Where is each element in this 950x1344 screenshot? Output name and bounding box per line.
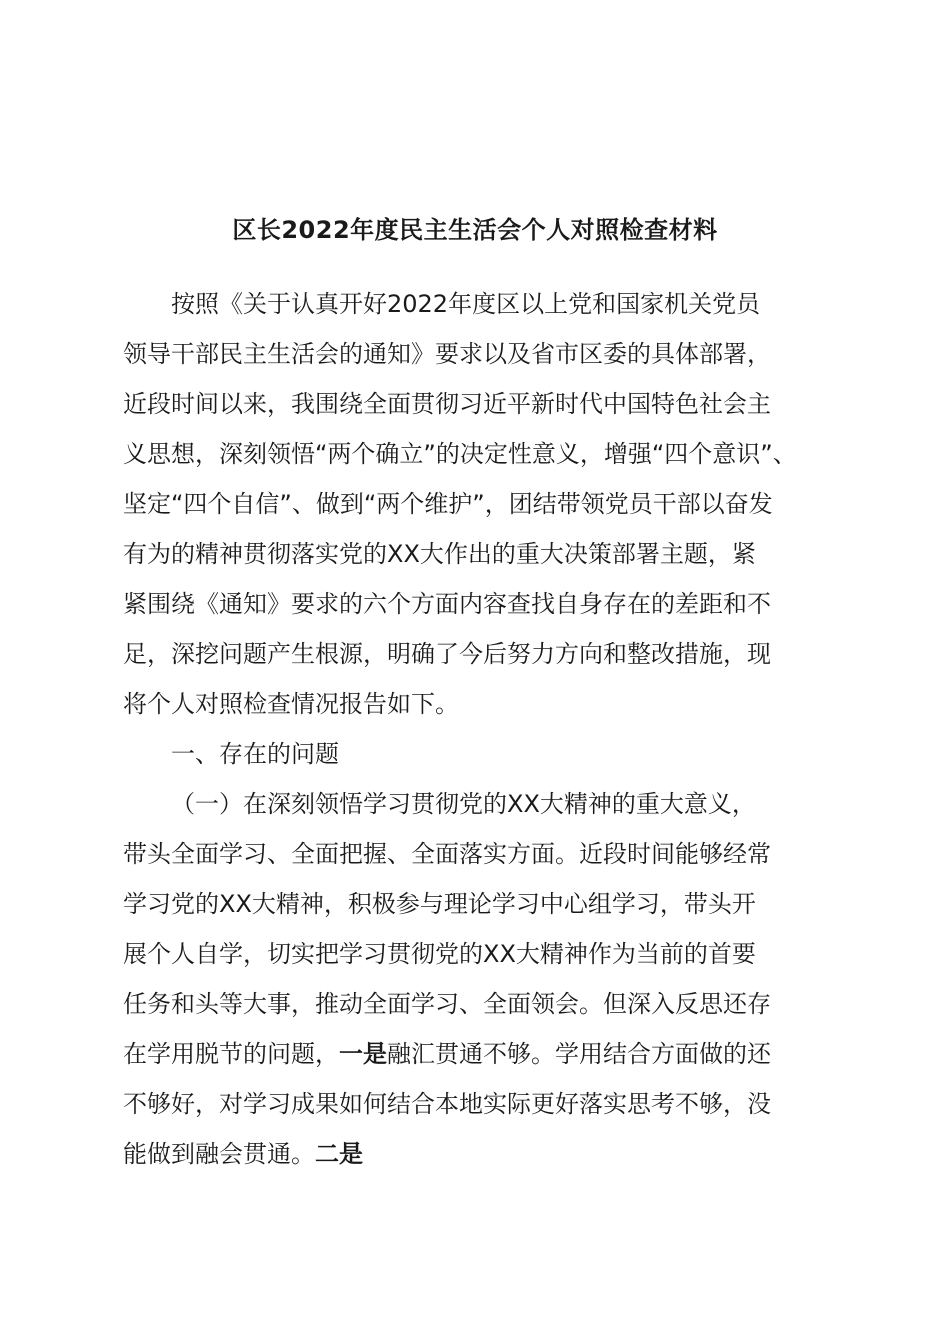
section-heading: 一、存在的问题 bbox=[171, 740, 339, 768]
paragraph-line: 紧围绕《通知》要求的六个方面内容查找自身存在的差距和不 bbox=[123, 590, 771, 618]
paragraph-line: 不够好，对学习成果如何结合本地实际更好落实思考不够，没 bbox=[123, 1090, 771, 1118]
paragraph-line: 任务和头等大事，推动全面学习、全面领会。但深入反思还存 bbox=[123, 990, 771, 1018]
paragraph-line bbox=[123, 1034, 771, 1074]
line-text: 能做到融会贯通。 bbox=[123, 1140, 315, 1168]
line-text: 融汇贯通不够。学用结合方面做的还 bbox=[387, 1040, 771, 1068]
document-title: 区长2022年度民主生活会个人对照检查材料 bbox=[232, 216, 718, 244]
paragraph-line: 展个人自学，切实把学习贯彻党的XX大精神作为当前的首要 bbox=[123, 940, 756, 968]
point-marker-second: 二是 bbox=[315, 1140, 363, 1168]
paragraph-line: 坚定“四个自信”、做到“两个维护”，团结带领党员干部以奋发 bbox=[123, 490, 773, 518]
line-text: 在学用脱节的问题， bbox=[123, 1040, 339, 1068]
point-marker-first: 一是 bbox=[339, 1040, 387, 1068]
paragraph-line: 近段时间以来，我围绕全面贯彻习近平新时代中国特色社会主 bbox=[123, 390, 771, 418]
paragraph-line: 带头全面学习、全面把握、全面落实方面。近段时间能够经常 bbox=[123, 840, 771, 868]
paragraph-line: 有为的精神贯彻落实党的XX大作出的重大决策部署主题，紧 bbox=[123, 540, 756, 568]
paragraph-line: 义思想，深刻领悟“两个确立”的决定性意义，增强“四个意识”、 bbox=[123, 440, 797, 468]
paragraph-line: 领导干部民主生活会的通知》要求以及省市区委的具体部署， bbox=[123, 340, 771, 368]
paragraph-line: 学习党的XX大精神，积极参与理论学习中心组学习，带头开 bbox=[123, 890, 756, 918]
paragraph-line bbox=[123, 1134, 363, 1174]
paragraph-line: 将个人对照检查情况报告如下。 bbox=[123, 690, 459, 718]
paragraph-line: 按照《关于认真开好2022年度区以上党和国家机关党员 bbox=[171, 290, 761, 318]
paragraph-line: （一）在深刻领悟学习贯彻党的XX大精神的重大意义， bbox=[171, 790, 756, 818]
paragraph-line: 足，深挖问题产生根源，明确了今后努力方向和整改措施，现 bbox=[123, 640, 771, 668]
